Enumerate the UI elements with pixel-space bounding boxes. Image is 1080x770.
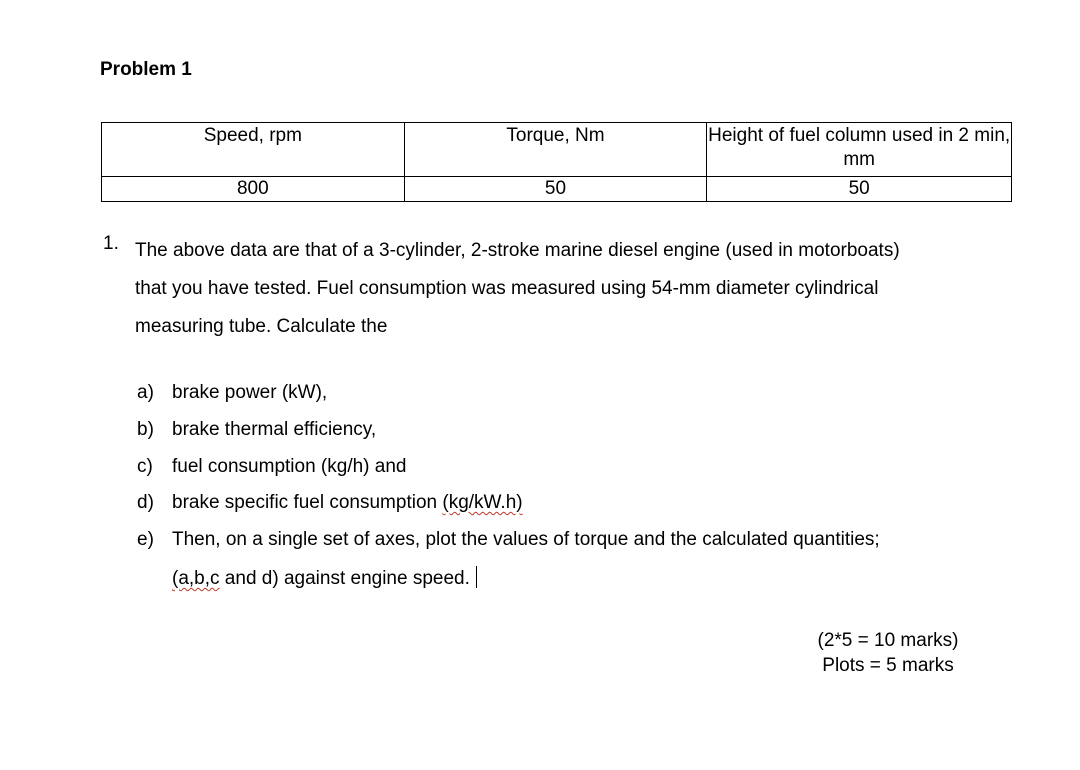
sub-item-label: d) xyxy=(137,492,154,513)
sub-item-label: a) xyxy=(137,382,154,403)
sub-item-b xyxy=(137,418,376,442)
question-line: measuring tube. Calculate the xyxy=(135,316,388,337)
sub-item-text: fuel consumption (kg/h) and xyxy=(172,456,407,477)
table-header-fuel-height: Height of fuel column used in 2 min, mm xyxy=(707,123,1012,177)
sub-item-label: e) xyxy=(137,529,154,550)
sub-item-label: b) xyxy=(137,419,154,440)
spellcheck-marked-text: (a,b,c xyxy=(172,568,220,589)
question-line: that you have tested. Fuel consumption was measured using 54-mm diameter cylindrical xyxy=(135,278,879,299)
marks-allocation xyxy=(800,628,976,678)
marks-line: (2*5 = 10 marks) xyxy=(817,630,959,651)
sub-item-label: c) xyxy=(137,456,153,477)
table-header-torque: Torque, Nm xyxy=(404,123,707,177)
table-header-speed: Speed, rpm xyxy=(102,123,405,177)
sub-item-text: Then, on a single set of axes, plot the values of torque and the calculated quantities; xyxy=(172,529,880,550)
sub-item-e-continued xyxy=(172,566,477,591)
data-table xyxy=(101,122,1012,202)
sub-item-a xyxy=(137,381,327,405)
sub-item-d xyxy=(137,491,523,515)
sub-item-text: and d) against engine speed. xyxy=(219,568,470,589)
question-number: 1. xyxy=(103,233,119,254)
sub-item-text: brake thermal efficiency, xyxy=(172,419,377,440)
table-header-row xyxy=(102,123,1012,177)
table-cell-fuel-height: 50 xyxy=(707,177,1012,202)
marks-line: Plots = 5 marks xyxy=(822,655,954,676)
table-cell-speed: 800 xyxy=(102,177,405,202)
sub-item-text: brake specific fuel consumption xyxy=(172,492,443,513)
problem-title: Problem 1 xyxy=(100,59,192,80)
table-row xyxy=(102,177,1012,202)
sub-item-c xyxy=(137,455,406,479)
sub-item-e xyxy=(137,528,880,552)
text-cursor[interactable] xyxy=(476,566,478,588)
question-line: The above data are that of a 3-cylinder, 2-stroke marine diesel engine (used in motorboats) xyxy=(135,240,900,261)
question-text xyxy=(135,232,1015,346)
sub-item-text: brake power (kW), xyxy=(172,382,328,403)
spellcheck-marked-text: (kg/kW.h) xyxy=(442,492,523,513)
table-cell-torque: 50 xyxy=(404,177,707,202)
